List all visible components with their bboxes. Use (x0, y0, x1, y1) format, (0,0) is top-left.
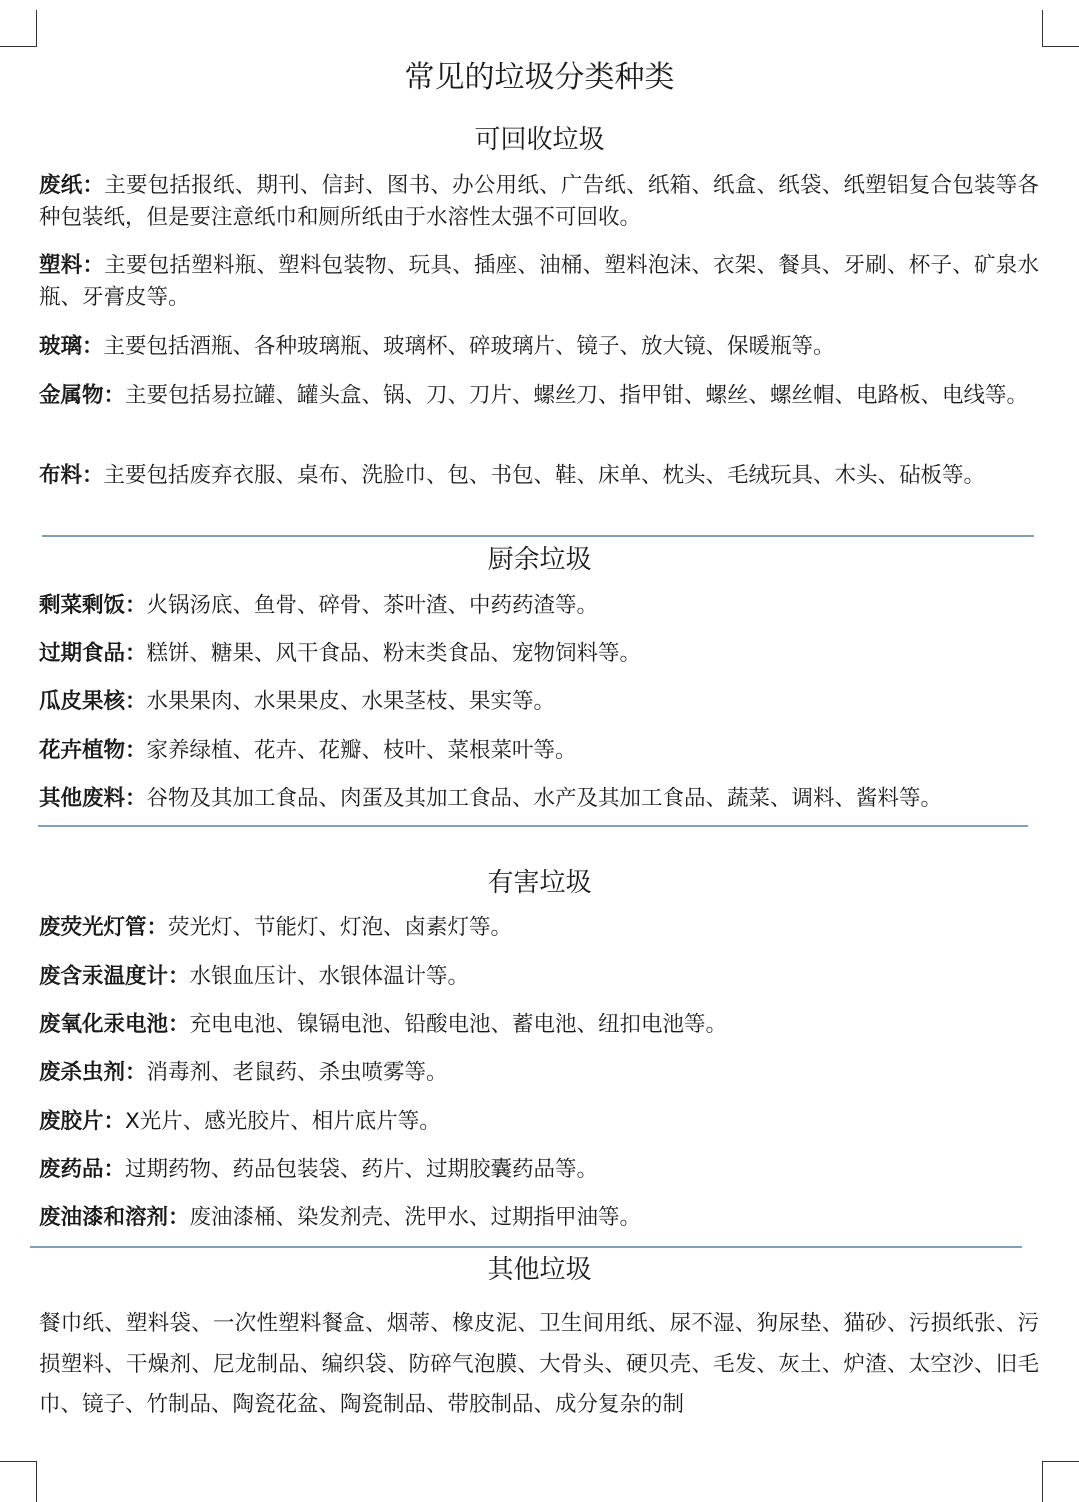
item-term: 布料： (39, 463, 104, 488)
list-item (39, 961, 1039, 993)
list-item (39, 1009, 1039, 1041)
item-text: 糕饼、糖果、风干食品、粉末类食品、宠物饲料等。 (146, 641, 642, 666)
crop-mark-top-right (1042, 10, 1079, 47)
item-text: 荧光灯、节能灯、灯泡、卤素灯等。 (168, 915, 513, 940)
list-item (39, 590, 1039, 622)
item-text: 主要包括酒瓶、各种玻璃瓶、玻璃杯、碎玻璃片、镜子、放大镜、保暖瓶等。 (103, 334, 835, 359)
item-text: 消毒剂、老鼠药、杀虫喷雾等。 (146, 1060, 448, 1085)
item-term: 金属物： (39, 383, 126, 408)
list-item (39, 912, 1039, 944)
item-term: 废含汞温度计： (39, 964, 190, 989)
item-text: 主要包括易拉罐、罐头盒、锅、刀、刀片、螺丝刀、指甲钳、螺丝、螺丝帽、电路板、电线等。 (125, 383, 1029, 408)
list-item (39, 783, 1039, 815)
item-text: 火锅汤底、鱼骨、碎骨、茶叶渣、中药药渣等。 (146, 593, 599, 618)
item-term: 废氧化汞电池： (39, 1012, 190, 1037)
item-term: 塑料： (39, 253, 105, 278)
item-text: 水银血压计、水银体温计等。 (189, 964, 470, 989)
item-text: 谷物及其加工食品、肉蛋及其加工食品、水产及其加工食品、蔬菜、调料、酱料等。 (146, 786, 943, 811)
crop-mark-bottom-left (0, 1461, 37, 1502)
section-heading-other: 其他垃圾 (487, 1255, 592, 1285)
list-item (39, 380, 1039, 412)
list-item (39, 170, 1039, 234)
list-item (39, 331, 1039, 363)
list-item (39, 460, 1039, 492)
item-term: 花卉植物： (39, 738, 147, 763)
item-term: 废荧光灯管： (39, 915, 169, 940)
section-divider (30, 1246, 1022, 1248)
list-item (39, 1154, 1039, 1186)
list-item (39, 1202, 1039, 1234)
list-item (39, 735, 1039, 767)
item-term: 其他废料： (39, 786, 147, 811)
list-item (39, 1106, 1039, 1138)
crop-mark-top-left (0, 10, 37, 47)
item-term: 剩菜剩饭： (39, 593, 147, 618)
item-term: 废纸： (39, 173, 105, 198)
item-term: 废油漆和溶剂： (39, 1205, 190, 1230)
page-title: 常见的垃圾分类种类 (404, 60, 675, 95)
item-term: 玻璃： (39, 334, 104, 359)
section-heading-recyclable: 可回收垃圾 (474, 125, 605, 155)
list-item (39, 638, 1039, 670)
section-heading-kitchen: 厨余垃圾 (487, 545, 592, 575)
item-term: 瓜皮果核： (39, 689, 147, 714)
list-item (39, 686, 1039, 718)
item-text: X光片、感光胶片、相片底片等。 (125, 1109, 441, 1134)
item-text: 主要包括废弃衣服、桌布、洗脸巾、包、书包、鞋、床单、枕头、毛绒玩具、木头、砧板等。 (103, 463, 986, 488)
list-item (39, 1057, 1039, 1089)
item-term: 过期食品： (39, 641, 147, 666)
section-divider (42, 535, 1034, 537)
section-divider (38, 825, 1028, 827)
item-text: 主要包括报纸、期刊、信封、图书、办公用纸、广告纸、纸箱、纸盒、纸袋、纸塑铝复合包装等各种包装纸，但是要注意纸巾和厕所纸由于水溶性太强不可回收。 (39, 173, 1039, 230)
list-item (39, 250, 1039, 314)
item-term: 废胶片： (39, 1109, 126, 1134)
other-waste-text: 餐巾纸、塑料袋、一次性塑料餐盒、烟蒂、橡皮泥、卫生间用纸、尿不湿、狗尿垫、猫砂、污损纸张、污损塑料、干燥剂、尼龙制品、编织袋、防碎气泡膜、大骨头、硬贝壳、毛发、灰土、炉渣、太空沙、旧毛巾、镜子、竹制品、陶瓷花盆、陶瓷制品、带胶制品、成分复杂的制 (39, 1311, 1039, 1417)
item-text: 充电电池、镍镉电池、铅酸电池、蓄电池、纽扣电池等。 (189, 1012, 728, 1037)
crop-mark-bottom-right (1042, 1461, 1079, 1502)
section-heading-hazardous: 有害垃圾 (487, 868, 592, 898)
item-text: 家养绿植、花卉、花瓣、枝叶、菜根菜叶等。 (146, 738, 577, 763)
item-text: 过期药物、药品包装袋、药片、过期胶囊药品等。 (125, 1157, 599, 1182)
item-term: 废药品： (39, 1157, 126, 1182)
item-text: 废油漆桶、染发剂壳、洗甲水、过期指甲油等。 (189, 1205, 642, 1230)
item-text: 水果果肉、水果果皮、水果茎枝、果实等。 (146, 689, 556, 714)
item-text: 主要包括塑料瓶、塑料包装物、玩具、插座、油桶、塑料泡沫、衣架、餐具、牙刷、杯子、矿泉水瓶、牙膏皮等。 (39, 253, 1039, 310)
item-term: 废杀虫剂： (39, 1060, 147, 1085)
